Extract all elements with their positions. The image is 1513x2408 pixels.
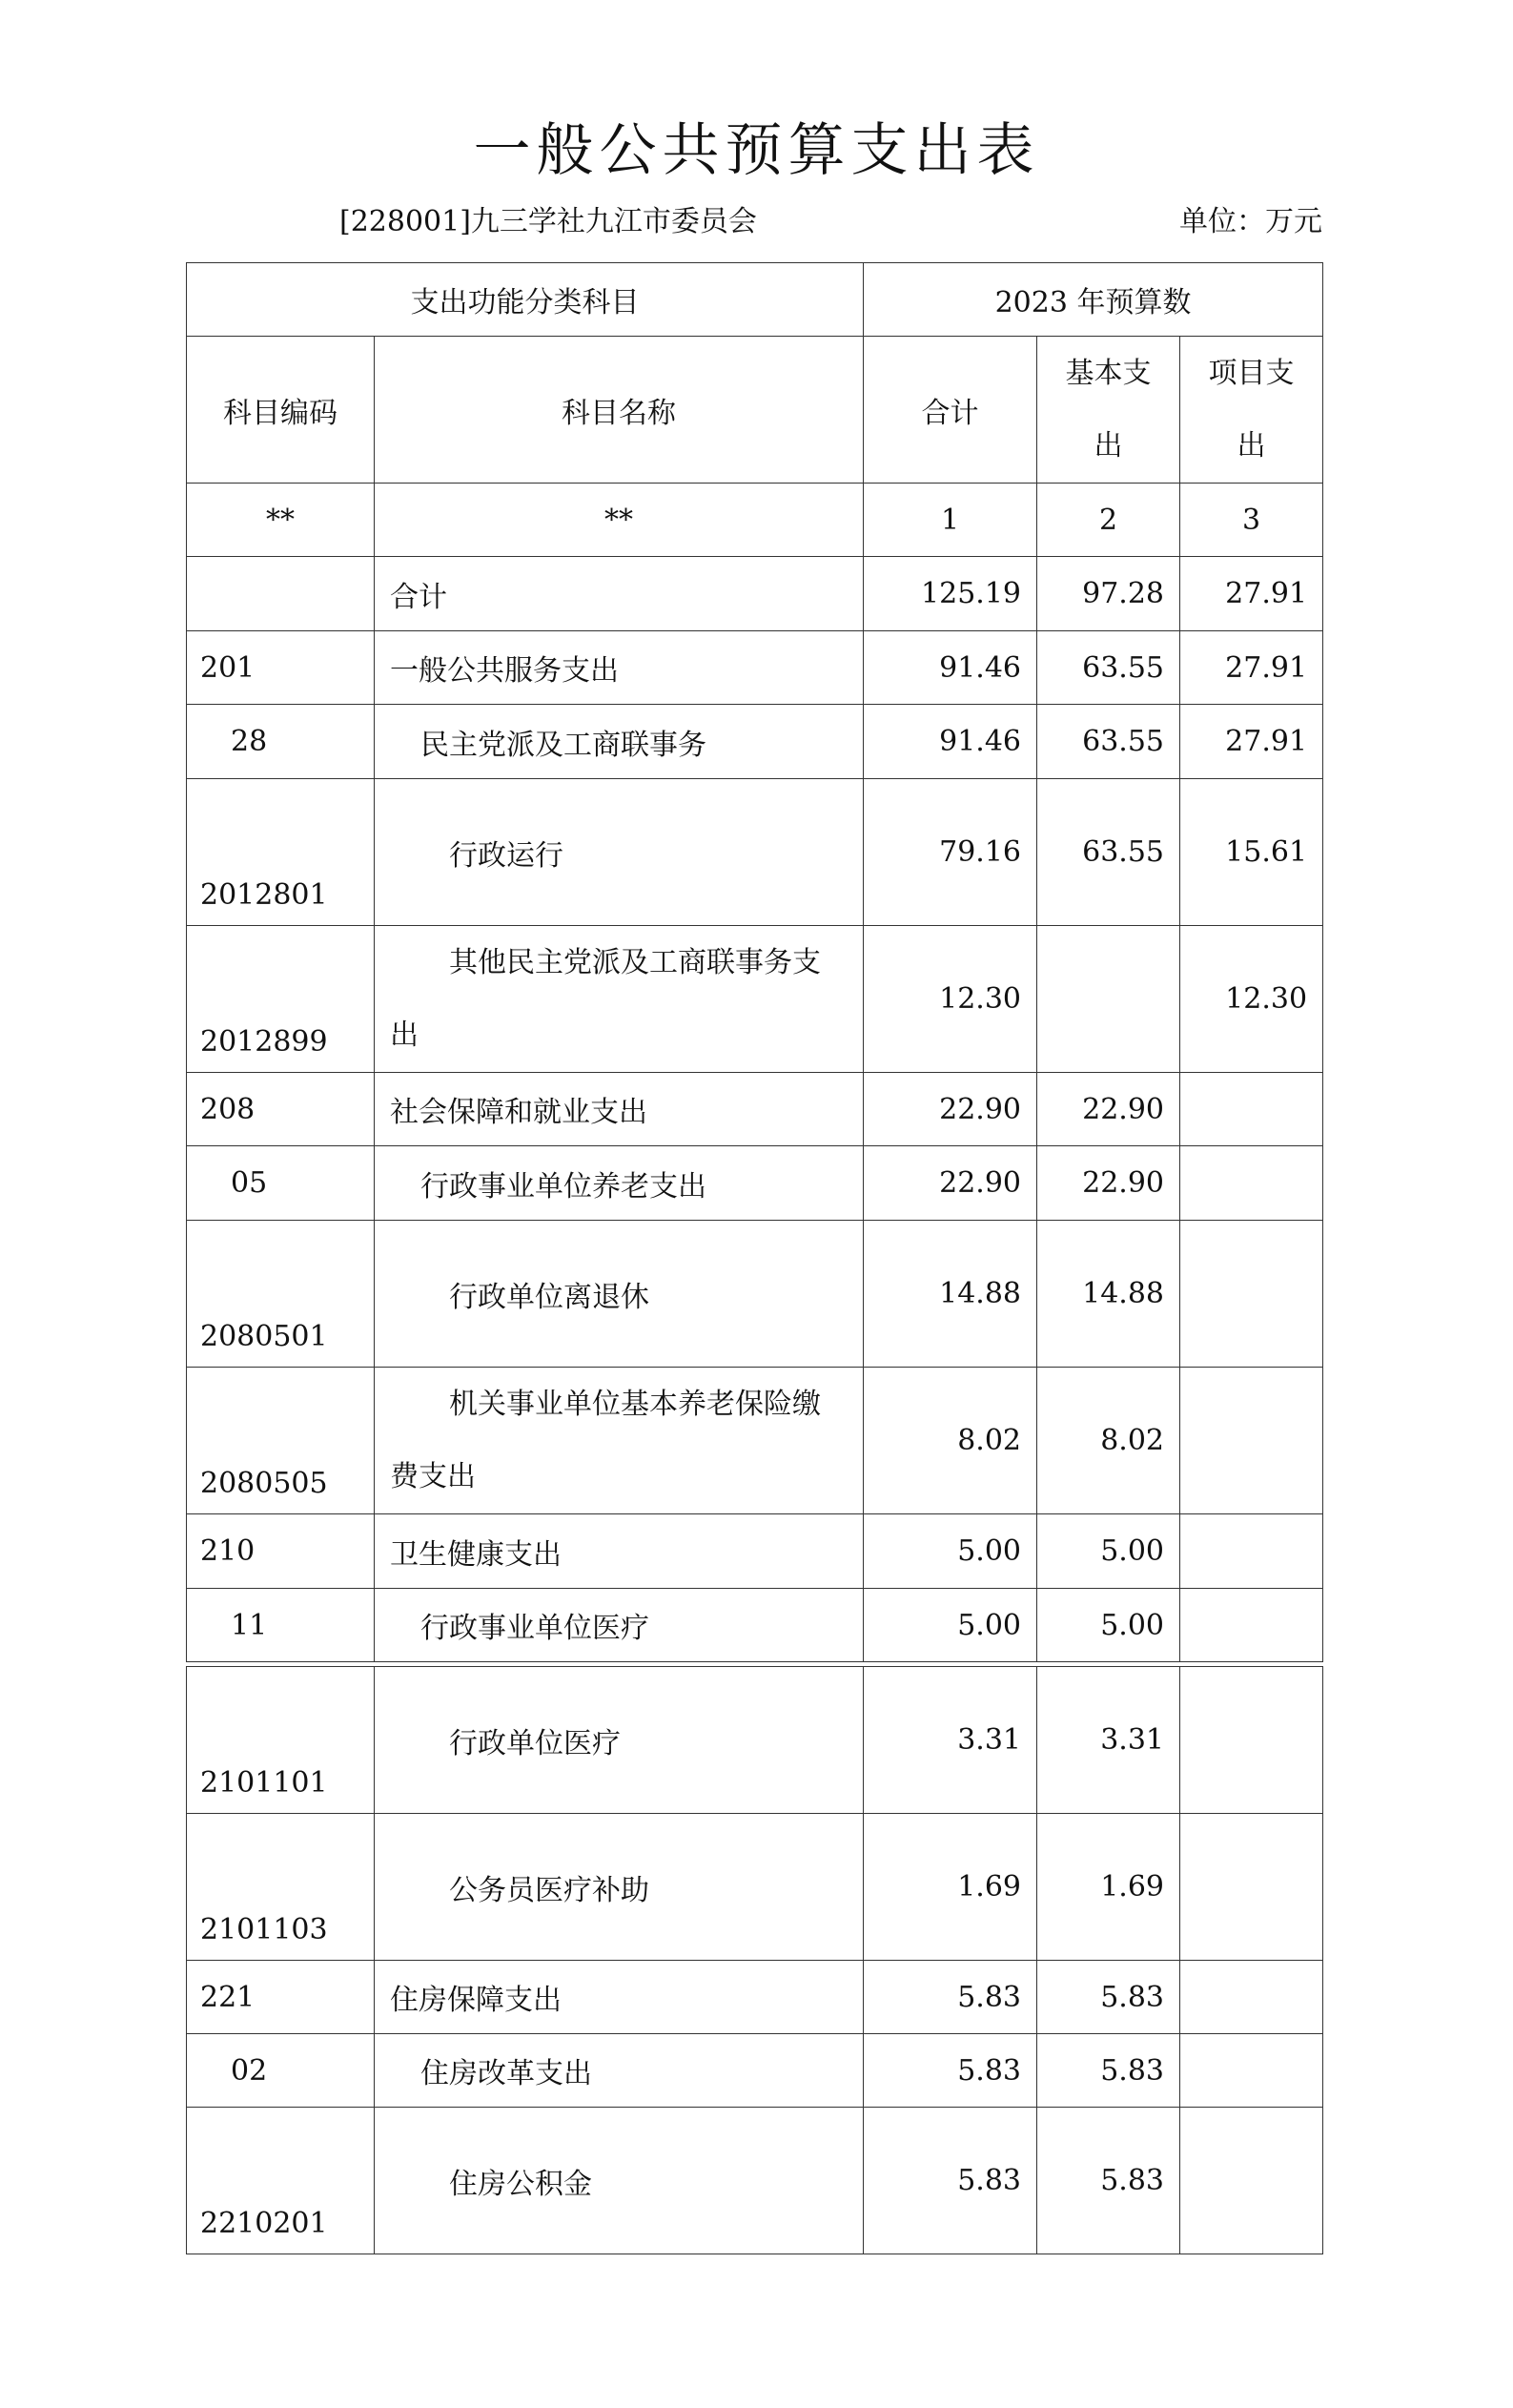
table-header-row <box>187 263 1323 337</box>
row-code: 208 <box>187 1073 375 1146</box>
table-row <box>187 779 1323 926</box>
table-row <box>187 705 1323 779</box>
table-row <box>187 1961 1323 2034</box>
row-code: 02 <box>187 2034 375 2108</box>
row-basic: 5.83 <box>1037 1961 1180 2034</box>
row-basic: 5.00 <box>1037 1514 1180 1589</box>
row-project <box>1180 1961 1323 2034</box>
row-code: 11 <box>187 1589 375 1662</box>
row-name: 住房保障支出 <box>375 1961 864 2034</box>
row-code: 2101101 <box>187 1667 375 1814</box>
row-name: 民主党派及工商联事务 <box>375 705 864 779</box>
row-name: 住房公积金 <box>375 2108 864 2254</box>
row-total: 125.19 <box>864 557 1037 631</box>
row-basic: 14.88 <box>1037 1221 1180 1368</box>
row-basic: 63.55 <box>1037 779 1180 926</box>
index-total: 1 <box>864 484 1037 557</box>
row-name: 行政运行 <box>375 779 864 926</box>
row-code <box>187 557 375 631</box>
row-basic: 63.55 <box>1037 631 1180 705</box>
row-project <box>1180 1589 1323 1662</box>
row-name: 卫生健康支出 <box>375 1514 864 1589</box>
row-total: 22.90 <box>864 1073 1037 1146</box>
budget-table <box>186 262 1323 1662</box>
header-project: 项目支出 <box>1180 337 1323 484</box>
row-basic: 5.00 <box>1037 1589 1180 1662</box>
table-row <box>187 1221 1323 1368</box>
row-project: 27.91 <box>1180 631 1323 705</box>
row-total: 5.83 <box>864 1961 1037 2034</box>
row-total: 22.90 <box>864 1146 1037 1221</box>
row-code: 221 <box>187 1961 375 2034</box>
row-project: 15.61 <box>1180 779 1323 926</box>
row-name: 合计 <box>375 557 864 631</box>
row-code: 2080501 <box>187 1221 375 1368</box>
organization-label: [228001]九三学社九江市委员会 <box>339 205 757 238</box>
table-row <box>187 2034 1323 2108</box>
row-name: 一般公共服务支出 <box>375 631 864 705</box>
row-basic: 97.28 <box>1037 557 1180 631</box>
unit-label: 单位：万元 <box>1179 205 1322 238</box>
header-name: 科目名称 <box>375 337 864 484</box>
row-name: 社会保障和就业支出 <box>375 1073 864 1146</box>
table-row <box>187 1667 1323 1814</box>
table-row <box>187 1514 1323 1589</box>
row-name: 行政单位离退休 <box>375 1221 864 1368</box>
row-basic: 8.02 <box>1037 1368 1180 1514</box>
table-row <box>187 1368 1323 1514</box>
row-total: 3.31 <box>864 1667 1037 1814</box>
row-total: 1.69 <box>864 1814 1037 1961</box>
header-basic: 基本支出 <box>1037 337 1180 484</box>
row-name: 其他民主党派及工商联事务支出 <box>375 926 864 1073</box>
row-total: 79.16 <box>864 779 1037 926</box>
row-project <box>1180 2108 1323 2254</box>
table-row <box>187 1589 1323 1662</box>
row-code: 05 <box>187 1146 375 1221</box>
row-basic: 3.31 <box>1037 1667 1180 1814</box>
row-project <box>1180 1368 1323 1514</box>
row-project <box>1180 1667 1323 1814</box>
row-name: 行政事业单位医疗 <box>375 1589 864 1662</box>
budget-table-continued <box>186 1666 1323 2254</box>
table-row <box>187 557 1323 631</box>
table-row <box>187 2108 1323 2254</box>
table-index-row <box>187 484 1323 557</box>
row-project <box>1180 2034 1323 2108</box>
row-name: 公务员医疗补助 <box>375 1814 864 1961</box>
row-project <box>1180 1514 1323 1589</box>
row-total: 5.00 <box>864 1514 1037 1589</box>
row-name: 行政单位医疗 <box>375 1667 864 1814</box>
index-name: ** <box>375 484 864 557</box>
row-total: 5.83 <box>864 2108 1037 2254</box>
row-code: 2012899 <box>187 926 375 1073</box>
row-basic: 5.83 <box>1037 2108 1180 2254</box>
row-basic: 22.90 <box>1037 1146 1180 1221</box>
row-project <box>1180 1814 1323 1961</box>
header-code: 科目编码 <box>187 337 375 484</box>
row-code: 2210201 <box>187 2108 375 2254</box>
row-project: 27.91 <box>1180 557 1323 631</box>
row-project <box>1180 1073 1323 1146</box>
row-total: 8.02 <box>864 1368 1037 1514</box>
table-row <box>187 1146 1323 1221</box>
row-basic <box>1037 926 1180 1073</box>
row-code: 210 <box>187 1514 375 1589</box>
row-code: 201 <box>187 631 375 705</box>
row-total: 12.30 <box>864 926 1037 1073</box>
row-total: 14.88 <box>864 1221 1037 1368</box>
table-row <box>187 926 1323 1073</box>
header-group-left: 支出功能分类科目 <box>187 263 864 337</box>
row-project <box>1180 1146 1323 1221</box>
row-basic: 5.83 <box>1037 2034 1180 2108</box>
row-basic: 63.55 <box>1037 705 1180 779</box>
index-project: 3 <box>1180 484 1323 557</box>
row-project: 12.30 <box>1180 926 1323 1073</box>
row-code: 2101103 <box>187 1814 375 1961</box>
row-code: 2012801 <box>187 779 375 926</box>
row-code: 2080505 <box>187 1368 375 1514</box>
row-project <box>1180 1221 1323 1368</box>
table-row <box>187 631 1323 705</box>
row-total: 5.00 <box>864 1589 1037 1662</box>
row-total: 5.83 <box>864 2034 1037 2108</box>
row-total: 91.46 <box>864 631 1037 705</box>
row-basic: 1.69 <box>1037 1814 1180 1961</box>
row-project: 27.91 <box>1180 705 1323 779</box>
row-name: 行政事业单位养老支出 <box>375 1146 864 1221</box>
row-name: 住房改革支出 <box>375 2034 864 2108</box>
header-group-right: 2023 年预算数 <box>864 263 1323 337</box>
row-code: 28 <box>187 705 375 779</box>
page-title: 一般公共预算支出表 <box>473 117 1040 184</box>
index-basic: 2 <box>1037 484 1180 557</box>
table-row <box>187 1073 1323 1146</box>
row-name: 机关事业单位基本养老保险缴费支出 <box>375 1368 864 1514</box>
table-row <box>187 1814 1323 1961</box>
table-header-row <box>187 337 1323 484</box>
row-total: 91.46 <box>864 705 1037 779</box>
header-total: 合计 <box>864 337 1037 484</box>
index-code: ** <box>187 484 375 557</box>
row-basic: 22.90 <box>1037 1073 1180 1146</box>
